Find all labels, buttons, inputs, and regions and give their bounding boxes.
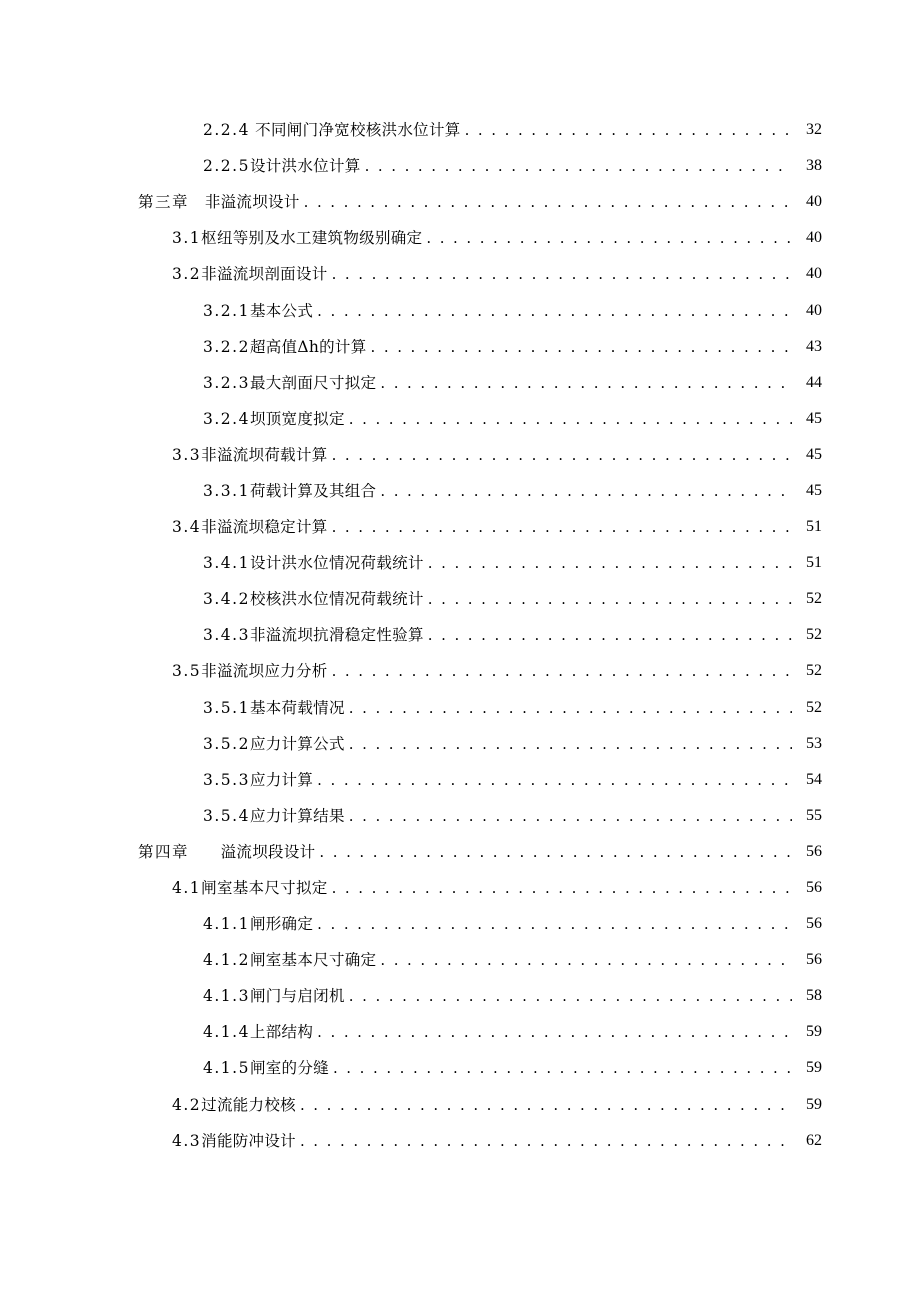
toc-page-number: 38 [806,157,822,175]
toc-entry[interactable] [0,220,920,256]
dot-leader [380,373,792,393]
toc-page-number: 52 [806,590,822,608]
toc-entry-number: 4.3 [172,1131,202,1150]
toc-entry[interactable] [0,690,920,726]
toc-entry-number: 3.4.3 [203,626,250,645]
toc-entry-label [203,337,367,357]
toc-entry-label [172,264,328,284]
toc-entry-title: 闸室基本尺寸拟定 [201,879,328,898]
toc-page-number: 56 [806,879,822,897]
toc-entry-number: 3.2.2 [203,337,250,356]
dot-leader [380,481,792,501]
toc-entry-label [203,301,313,321]
dot-leader [319,842,792,862]
toc-page-number: 52 [806,662,822,680]
dot-leader [365,156,792,176]
toc-entry[interactable] [0,834,920,870]
toc-entry-number: 4.1.4 [203,1023,250,1042]
toc-entry[interactable] [0,401,920,437]
dot-leader [317,914,792,934]
toc-entry-number: 3.2 [172,265,202,284]
toc-entry-label [172,661,328,681]
dot-leader [349,806,792,826]
toc-page-number: 40 [806,301,822,319]
toc-entry[interactable] [0,1050,920,1086]
toc-entry-title: 校核洪水位情况荷载统计 [249,590,424,609]
toc-entry-title: 上部结构 [249,1023,314,1042]
dot-leader [428,589,792,609]
toc-page-number: 54 [806,770,822,788]
toc-entry-title: 设计洪水位情况荷载统计 [249,554,424,573]
dot-leader [349,986,792,1006]
toc-page-number: 45 [806,445,822,463]
toc-entry-label [203,698,345,718]
toc-entry-number: 4.1.1 [203,915,250,934]
toc-entry-label [203,589,424,609]
toc-entry-label [203,1022,313,1042]
dot-leader [332,264,792,284]
toc-entry-number: 3.5.2 [203,734,250,753]
toc-entry-number: 第四章 [138,842,190,861]
toc-entry-label [172,228,422,248]
toc-entry-number: 4.2 [172,1095,202,1114]
toc-page-number: 40 [806,265,822,283]
toc-page-number: 40 [806,193,822,211]
toc-entry-label [203,734,345,754]
toc-page-number: 52 [806,626,822,644]
toc-entry-label [203,770,313,790]
toc-entry-number: 4.1.2 [203,951,250,970]
toc-entry-title: 消能防冲设计 [201,1131,296,1150]
toc-entry[interactable] [0,1123,920,1159]
toc-entry-number: 2.2.4 [203,121,250,140]
toc-entry[interactable] [0,473,920,509]
toc-page-number: 53 [806,734,822,752]
toc-entry-title: 闸门与启闭机 [249,987,345,1006]
toc-page-number: 45 [806,481,822,499]
toc-entry-number: 3.4.1 [203,554,250,573]
dot-leader [426,228,792,248]
toc-page-number: 45 [806,409,822,427]
dot-leader [332,878,792,898]
toc-entry-title: 非溢流坝设计 [189,193,300,212]
toc-entry[interactable] [0,292,920,328]
toc-entry-number: 3.2.3 [203,373,250,392]
toc-entry-label [203,481,376,501]
toc-entry-number: 3.5.3 [203,770,250,789]
toc-entry-title: 荷载计算及其组合 [249,481,377,500]
toc-entry-number: 3.5.4 [203,806,250,825]
toc-entry[interactable] [0,1014,920,1050]
toc-entry-label [203,156,361,176]
dot-leader [465,120,792,140]
dot-leader [317,1022,792,1042]
toc-page-number: 56 [806,951,822,969]
toc-entry-label [203,120,461,140]
dot-leader [304,192,792,212]
toc-page-number: 59 [806,1059,822,1077]
toc-page-number: 40 [806,229,822,247]
toc-page-number: 56 [806,842,822,860]
toc-entry-title: 应力计算结果 [249,806,345,825]
dot-leader [380,950,792,970]
toc-entry-label [172,1131,296,1151]
toc-entry[interactable] [0,184,920,220]
toc-entry-number: 3.3.1 [203,481,250,500]
dot-leader [317,770,792,790]
toc-entry-label [203,806,345,826]
dot-leader [317,301,792,321]
toc-entry[interactable] [0,256,920,292]
toc-entry-title: 过流能力校核 [201,1095,296,1114]
toc-entry-label [203,373,376,393]
toc-page-number: 52 [806,698,822,716]
toc-entry-label [172,878,328,898]
toc-entry[interactable] [0,112,920,148]
toc-entry-label [203,625,424,645]
toc-entry-title: 超高值Δh的计算 [249,337,367,356]
toc-entry[interactable] [0,437,920,473]
toc-entry-title: 枢纽等别及水工建筑物级别确定 [201,229,423,248]
dot-leader [349,734,792,754]
dot-leader [349,698,792,718]
toc-entry-number: 3.2.1 [203,301,250,320]
toc-entry-title: 最大剖面尺寸拟定 [249,373,377,392]
toc-entry[interactable] [0,798,920,834]
toc-entry[interactable] [0,148,920,184]
toc-entry-title: 非溢流坝荷载计算 [201,445,328,464]
toc-entry[interactable] [0,509,920,545]
toc-entry-number: 3.5.1 [203,698,250,717]
toc-entry-title: 基本公式 [249,301,314,320]
toc-entry[interactable] [0,617,920,653]
dot-leader [371,337,792,357]
toc-entry[interactable] [0,329,920,365]
toc-entry-number: 2.2.5 [203,157,250,176]
dot-leader [428,625,792,645]
toc-entry[interactable] [0,545,920,581]
toc-entry[interactable] [0,581,920,617]
toc-page-number: 62 [806,1131,822,1149]
toc-entry-title: 非溢流坝抗滑稳定性验算 [249,626,424,645]
toc-entry[interactable] [0,1087,920,1123]
toc-entry-label [203,950,376,970]
dot-leader [332,445,792,465]
toc-entry-label [203,986,345,1006]
toc-entry-number: 4.1.3 [203,987,250,1006]
toc-entry-label [172,445,328,465]
toc-entry-label [203,409,345,429]
toc-entry-number: 3.5 [172,662,202,681]
toc-entry-number: 3.1 [172,229,202,248]
toc-entry-label [203,914,313,934]
toc-entry-title: 闸室基本尺寸确定 [249,951,377,970]
dot-leader [428,553,792,573]
toc-entry[interactable] [0,942,920,978]
toc-entry-label [203,553,424,573]
toc-entry-label [203,1058,329,1078]
dot-leader [332,517,792,537]
toc-entry-title: 非溢流坝剖面设计 [201,265,328,284]
toc-page-number: 32 [806,121,822,139]
toc-entry-title: 闸形确定 [249,915,314,934]
dot-leader [333,1058,792,1078]
toc-page-number: 59 [806,1023,822,1041]
toc-entry-number: 3.4.2 [203,590,250,609]
toc-entry-title: 闸室的分缝 [249,1059,329,1078]
toc-page-number: 55 [806,806,822,824]
toc-page-number: 58 [806,987,822,1005]
toc-entry-number: 3.2.4 [203,409,250,428]
toc-page-number: 56 [806,915,822,933]
toc-entry-title: 不同闸门净宽校核洪水位计算 [249,121,461,140]
toc-entry-number: 3.4 [172,518,202,537]
toc-page-number: 51 [806,518,822,536]
toc-entry-title: 基本荷载情况 [249,698,345,717]
toc-page-number: 51 [806,554,822,572]
dot-leader [332,661,792,681]
toc-entry-label [138,842,315,862]
toc-entry-title: 应力计算 [249,770,314,789]
toc-entry-title: 非溢流坝稳定计算 [201,518,328,537]
table-of-contents [0,112,920,1159]
dot-leader [300,1095,792,1115]
toc-entry-number: 4.1.5 [203,1059,250,1078]
toc-entry-title: 坝顶宽度拟定 [249,409,345,428]
toc-entry-title: 设计洪水位计算 [249,157,361,176]
toc-entry-label [172,517,328,537]
dot-leader [300,1131,792,1151]
toc-entry[interactable] [0,870,920,906]
toc-entry[interactable] [0,978,920,1014]
toc-entry-number: 4.1 [172,879,202,898]
toc-entry-label [138,192,300,212]
toc-entry[interactable] [0,365,920,401]
toc-entry[interactable] [0,726,920,762]
toc-page-number: 59 [806,1095,822,1113]
dot-leader [349,409,792,429]
toc-entry-title: 非溢流坝应力分析 [201,662,328,681]
toc-page-number: 43 [806,337,822,355]
toc-page-number: 44 [806,373,822,391]
toc-entry-title: 应力计算公式 [249,734,345,753]
toc-entry-label [172,1095,296,1115]
toc-entry[interactable] [0,762,920,798]
toc-entry-title: 溢流坝段设计 [189,842,316,861]
toc-entry[interactable] [0,653,920,689]
toc-entry[interactable] [0,906,920,942]
toc-entry-number: 第三章 [138,193,190,212]
toc-entry-number: 3.3 [172,445,202,464]
